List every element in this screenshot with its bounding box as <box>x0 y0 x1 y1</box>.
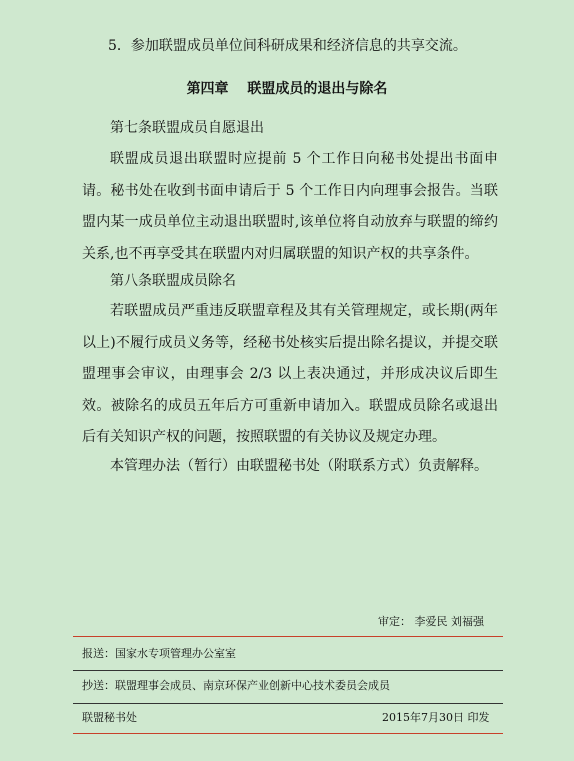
report-to-line: 报送：国家水专项管理办公室室 <box>82 647 236 660</box>
cc-line: 抄送：联盟理事会成员、南京环保产业创新中心技术委员会成员 <box>82 679 390 692</box>
interpretation-note: 本管理办法（暂行）由联盟秘书处（附联系方式）负责解释。 <box>110 458 488 474</box>
chapter-4-title: 第四章 联盟成员的退出与除名 <box>186 81 388 97</box>
footer-rule-top <box>73 636 503 637</box>
article-7-title: 第七条联盟成员自愿退出 <box>110 120 264 136</box>
issue-date: 2015年7月30日 印发 <box>382 711 490 724</box>
article-8-body: 若联盟成员严重违反联盟章程及其有关管理规定，或长期(两年以上)不履行成员义务等，经秘书处核实后提出除名提议，并提交联盟理事会审议，由理事会 2/3 以上表决通过，并形成决议后即生效。被除名的成员五年后方可重新申请加入。联盟成员除名或退出后有关知识产权的问题，按照联盟的有关协议及规定办理。 <box>82 303 498 445</box>
article-8-title: 第八条联盟成员除名 <box>110 273 236 289</box>
footer-rule-middle <box>73 670 503 671</box>
reviewed-by: 审定： 李爱民 刘福强 <box>378 615 484 628</box>
item-5-text: 5．参加联盟成员单位间科研成果和经济信息的共享交流。 <box>108 38 467 54</box>
footer-rule-bottom <box>73 733 503 734</box>
footer-rule-lower <box>73 703 503 704</box>
article-7-body: 联盟成员退出联盟时应提前 5 个工作日向秘书处提出书面申请。秘书处在收到书面申请后于 5 个工作日内向理事会报告。当联盟内某一成员单位主动退出联盟时,该单位将自动放弃与联盟的缔约关系,也不再享受其在联盟内对归属联盟的知识产权的共享条件。 <box>82 151 498 262</box>
issuer-name: 联盟秘书处 <box>82 711 137 724</box>
